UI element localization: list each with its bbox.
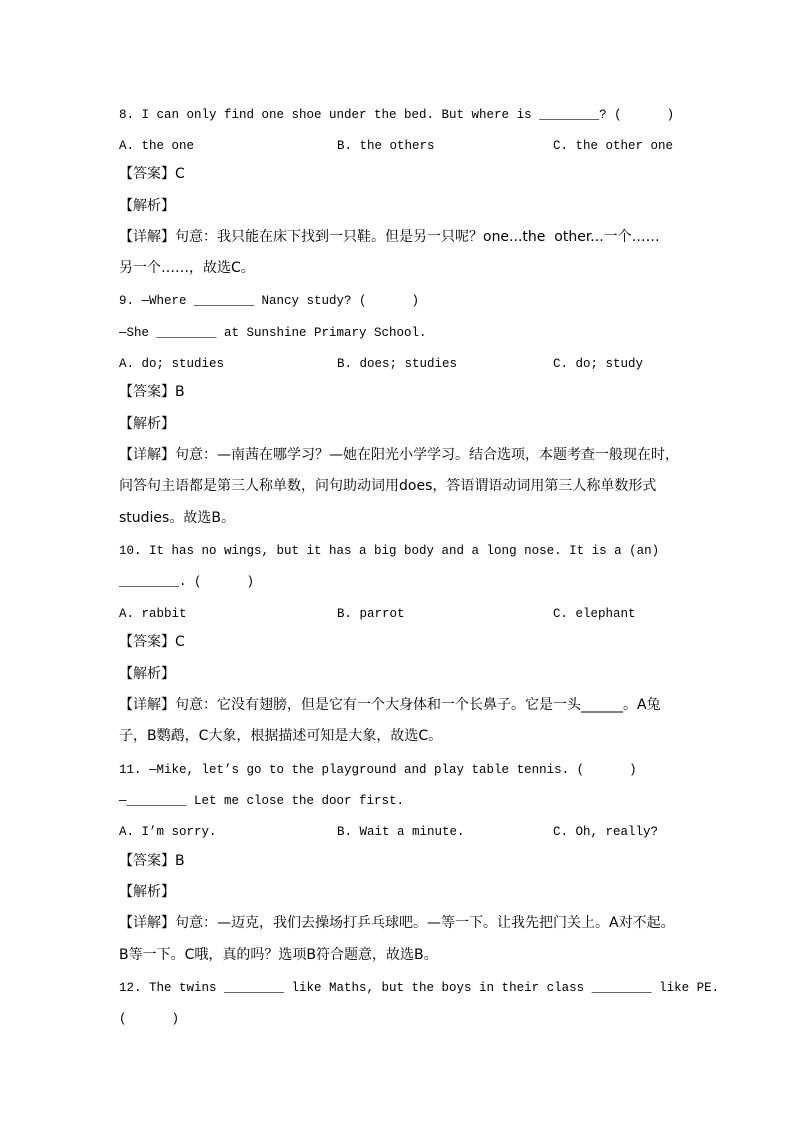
- question-12-stem-line-1: 12. The twins ________ like Maths, but the boys in their class ________ like PE.: [119, 981, 720, 995]
- question-11-option-c: C. Oh, really?: [553, 825, 659, 839]
- question-10-stem-line-2: ________. ( ): [119, 575, 255, 589]
- question-9-answer: 【答案】B: [119, 384, 185, 400]
- question-11-answer: 【答案】B: [119, 853, 185, 869]
- question-11-detail-line-1: 【详解】句意：—迈克，我们去操场打乒乓球吧。—等一下。让我先把门关上。A对不起。: [119, 915, 675, 931]
- question-9-option-a: A. do; studies: [119, 357, 225, 371]
- question-8-option-c: C. the other one: [553, 139, 674, 153]
- question-8-option-b: B. the others: [337, 139, 435, 153]
- question-11-detail-line-2: B等一下。C哦，真的吗？选项B符合题意，故选B。: [119, 947, 438, 963]
- question-11-analysis-label: 【解析】: [119, 884, 175, 900]
- question-10-detail-line-2: 子，B鹦鹉，C大象，根据描述可知是大象，故选C。: [119, 728, 443, 744]
- question-9-option-c: C. do; study: [553, 357, 644, 371]
- question-9-stem-line-1: 9. —Where ________ Nancy study? ( ): [119, 294, 420, 308]
- question-10-option-a: A. rabbit: [119, 607, 187, 621]
- question-9-analysis-label: 【解析】: [119, 416, 175, 432]
- question-11-stem-line-1: 11. —Mike, let’s go to the playground and play table tennis. ( ): [119, 763, 637, 777]
- question-10-option-c: C. elephant: [553, 607, 636, 621]
- question-8-analysis-label: 【解析】: [119, 198, 175, 214]
- question-12-stem-line-2: ( ): [119, 1012, 180, 1026]
- question-11-stem-line-2: —________ Let me close the door first.: [119, 794, 405, 808]
- question-11-option-b: B. Wait a minute.: [337, 825, 465, 839]
- question-8-stem: 8. I can only find one shoe under the bed. But where is ________? ( ): [119, 108, 675, 122]
- question-10-option-b: B. parrot: [337, 607, 405, 621]
- question-8-answer: 【答案】C: [119, 166, 185, 182]
- question-8-detail-line-1: 【详解】句意：我只能在床下找到一只鞋。但是另一只呢？one...the other...一个……: [119, 229, 660, 245]
- question-9-stem-line-2: —She ________ at Sunshine Primary School.: [119, 326, 427, 340]
- question-9-detail-line-3: studies。故选B。: [119, 510, 235, 526]
- question-10-stem-line-1: 10. It has no wings, but it has a big body and a long nose. It is a (an): [119, 544, 660, 558]
- question-10-answer: 【答案】C: [119, 634, 185, 650]
- question-11-option-a: A. I’m sorry.: [119, 825, 217, 839]
- question-9-detail-line-2: 问答句主语都是第三人称单数，问句助动词用does，答语谓语动词用第三人称单数形式: [119, 478, 657, 494]
- question-10-analysis-label: 【解析】: [119, 666, 175, 682]
- question-9-option-b: B. does; studies: [337, 357, 458, 371]
- question-8-detail-line-2: 另一个……，故选C。: [119, 260, 255, 276]
- question-8-option-a: A. the one: [119, 139, 195, 153]
- question-9-detail-line-1: 【详解】句意：—南茜在哪学习？—她在阳光小学学习。结合选项，本题考查一般现在时，: [119, 447, 679, 463]
- question-10-detail-line-1: 【详解】句意：它没有翅膀，但是它有一个大身体和一个长鼻子。它是一头______。A兔: [119, 697, 661, 713]
